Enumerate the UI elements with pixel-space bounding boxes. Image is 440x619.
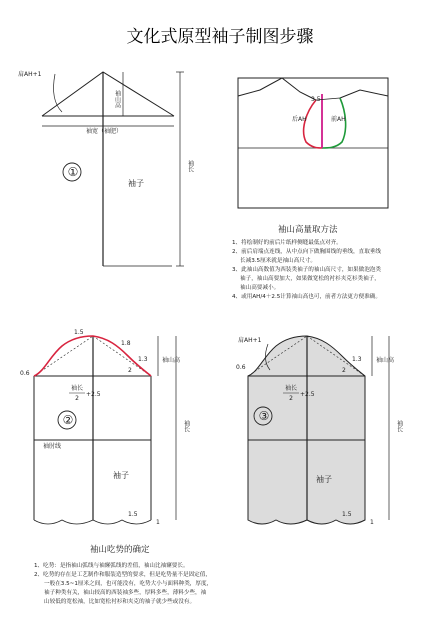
step3-cap-height-label: 袖山高 — [376, 357, 395, 364]
step1-ease-label: 肩AH+1 — [18, 71, 42, 78]
step2-hem-end: 1 — [156, 519, 160, 526]
step3-formula-bottom: 2 — [289, 395, 293, 402]
step3-value-06: 0.6 — [236, 364, 246, 371]
step1-number: ① — [67, 165, 79, 179]
ease-note: 山较低的宽松袖，比如宽松衬衫和夹克的袖子就少些或没有。 — [44, 599, 196, 605]
front-armhole-curve — [322, 98, 346, 148]
step3-hem-end: 1 — [370, 519, 374, 526]
step3-ease-label: 肩AH+1 — [238, 337, 262, 344]
bodice-note: 3、此袖山高数值为西装类袖子的袖山高尺寸，如果做泡泡类 — [232, 267, 381, 273]
step3-length-label: 袖长 — [395, 420, 403, 432]
step3-value-2: 2 — [342, 367, 346, 374]
step2-formula-bottom: 2 — [75, 395, 79, 402]
ease-note: 1、吃势：是指袖山弧线与袖窿弧线的差值，袖山比袖窿要长。 — [34, 563, 189, 569]
step2-number: ② — [62, 413, 74, 427]
step2-formula-top: 袖长 — [70, 385, 84, 392]
ease-note: 一般在3.5~1厘米之间，也可能没有，吃势大小与面料种类，厚度， — [44, 581, 213, 587]
step2-guide-back — [34, 336, 93, 376]
step2-length-label: 袖长 — [182, 420, 190, 432]
step1-cap-height-label: 袖山高 — [113, 90, 121, 108]
ease-notes — [34, 561, 212, 605]
step3-hem-value: 1.5 — [342, 511, 352, 518]
bodice-note: 长减3.5厘米就是袖山高尺寸。 — [240, 258, 317, 264]
bodice-note: 袖子，袖山高要加大，如果做宽松的衬衫夹克衫类袖子， — [240, 276, 380, 282]
step1-center-label: 袖子 — [128, 179, 144, 188]
bodice-ah-back: 后AH — [292, 116, 307, 123]
step3-sleeve-block — [248, 336, 389, 524]
step3-formula-tail: +2.5 — [300, 391, 315, 398]
step2-value-15: 1.5 — [74, 329, 84, 336]
step2-formula-tail: +2.5 — [86, 391, 101, 398]
bodice-note: 2、前后肩端点连线，从中点向下做胸围线的垂线，直取垂线 — [232, 249, 381, 255]
step1-length-label: 袖长 — [186, 160, 194, 172]
back-armhole-curve — [304, 100, 322, 148]
bodice-notes — [232, 238, 381, 300]
back-shoulder-line — [238, 78, 316, 100]
step2-value-13: 1.3 — [138, 356, 148, 363]
step1-width-label: 袖宽（袖肥） — [85, 128, 123, 135]
step2-cap-height-label: 袖山高 — [162, 357, 181, 364]
bodice-ah-front: 前AH — [331, 116, 346, 123]
bodice-note: 袖山高要减小。 — [240, 285, 280, 291]
bodice-value-35: 3.5 — [311, 96, 321, 103]
ease-note: 2、吃势的存在是工艺制作和服装造型的要求，但是吃势量不是固定值， — [34, 572, 211, 578]
step2-elbow-label: 袖肘线 — [43, 443, 62, 450]
step2-value-06: 0.6 — [20, 370, 30, 377]
step3-value-13: 1.3 — [352, 356, 362, 363]
bodice-section-title: 袖山高量取方法 — [278, 225, 338, 235]
bodice-note: 4、或用AH/4＋2.5计算袖山高也可，前者方法更方便准确。 — [232, 294, 381, 300]
step2-value-18: 1.8 — [121, 340, 131, 347]
ease-note: 袖子种类有关，袖山较高的西装袖多些，厚料多些，薄料少些，袖 — [44, 590, 207, 596]
step3-number: ③ — [258, 409, 270, 423]
ease-section-title: 袖山吃势的确定 — [90, 545, 150, 555]
step3-center-label: 袖子 — [316, 475, 332, 484]
bodice-note: 1、将绘制好的前后片纸样侧缝最低点对齐。 — [232, 240, 342, 246]
step2-hem-value: 1.5 — [128, 511, 138, 518]
step1-cap-lines — [42, 72, 174, 116]
step2-hem-curve — [34, 520, 151, 524]
step2-value-2: 2 — [128, 367, 132, 374]
page-title: 文化式原型袖子制图步骤 — [126, 27, 314, 47]
front-shoulder-line — [340, 90, 388, 98]
step2-center-label: 袖子 — [113, 471, 129, 480]
step3-formula-top: 袖长 — [284, 385, 298, 392]
step2-sleeve-block — [34, 336, 176, 524]
